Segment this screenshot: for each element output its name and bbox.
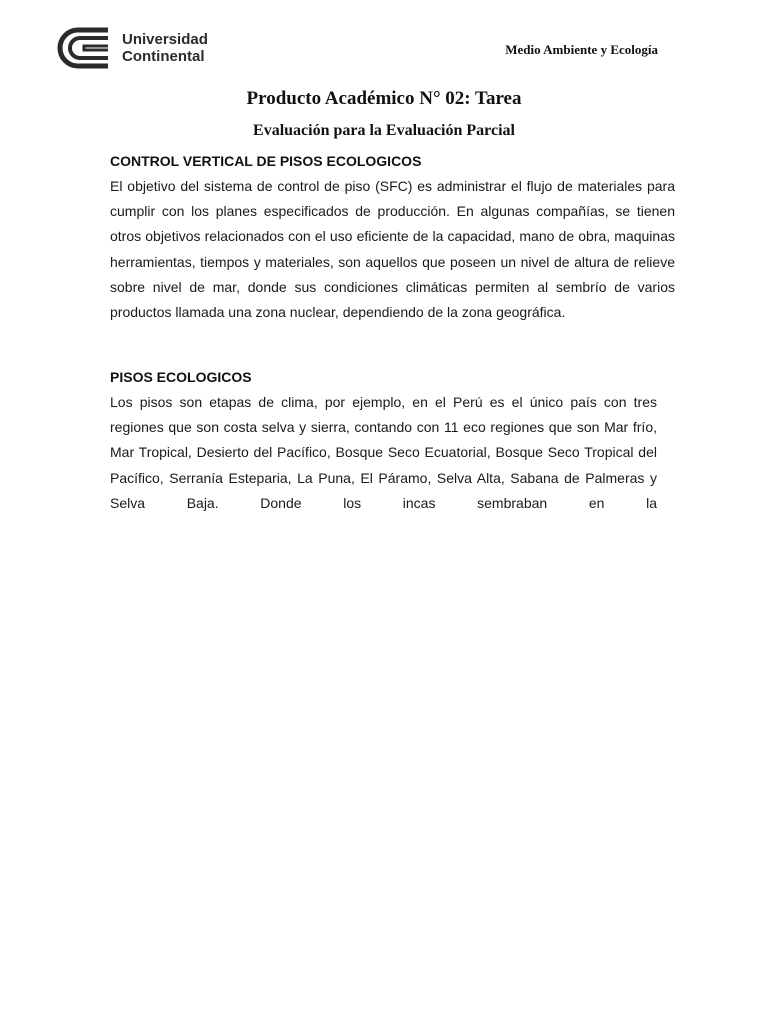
section-heading-pisos-ecologicos: PISOS ECOLOGICOS xyxy=(110,369,252,385)
section-body-pisos-ecologicos: Los pisos son etapas de clima, por ejemplo, en el Perú es el único país con tres regiones que son costa selva y sierra, contando con 11 eco regiones que son Mar frío, Mar Tropical, Desierto del Pacífico, Bosque Seco Ecuatorial, Bosque Seco Tropical del Pacífico, Serranía Esteparia, La Puna, El Páramo, Selva Alta, Sabana de Palmeras y Selva Baja. Donde los incas sembraban en la xyxy=(110,394,657,511)
logo-text xyxy=(122,31,208,65)
section-heading-control-vertical: CONTROL VERTICAL DE PISOS ECOLOGICOS xyxy=(110,153,422,169)
document-title: Producto Académico N° 02: Tarea xyxy=(246,88,522,109)
university-logo xyxy=(56,26,208,70)
logo-line-2: Continental xyxy=(122,48,205,65)
university-logo-icon xyxy=(56,26,114,70)
logo-line-1: Universidad xyxy=(122,31,208,48)
course-subject: Medio Ambiente y Ecología xyxy=(505,42,658,57)
document-subtitle: Evaluación para la Evaluación Parcial xyxy=(253,122,515,139)
section-body-control-vertical: El objetivo del sistema de control de piso (SFC) es administrar el flujo de materiales para cumplir con los planes especificados de producción. En algunas compañías, se tienen otros objetivos relacionados con el uso eficiente de la capacidad, mano de obra, maquinas herramientas, tiempos y materiales, son aquellos que poseen un nivel de altura de relieve sobre nivel de mar, donde sus condiciones climáticas permiten al sembrío de varios productos llamada una zona nuclear, dependiendo de la zona geográfica. xyxy=(110,178,675,321)
